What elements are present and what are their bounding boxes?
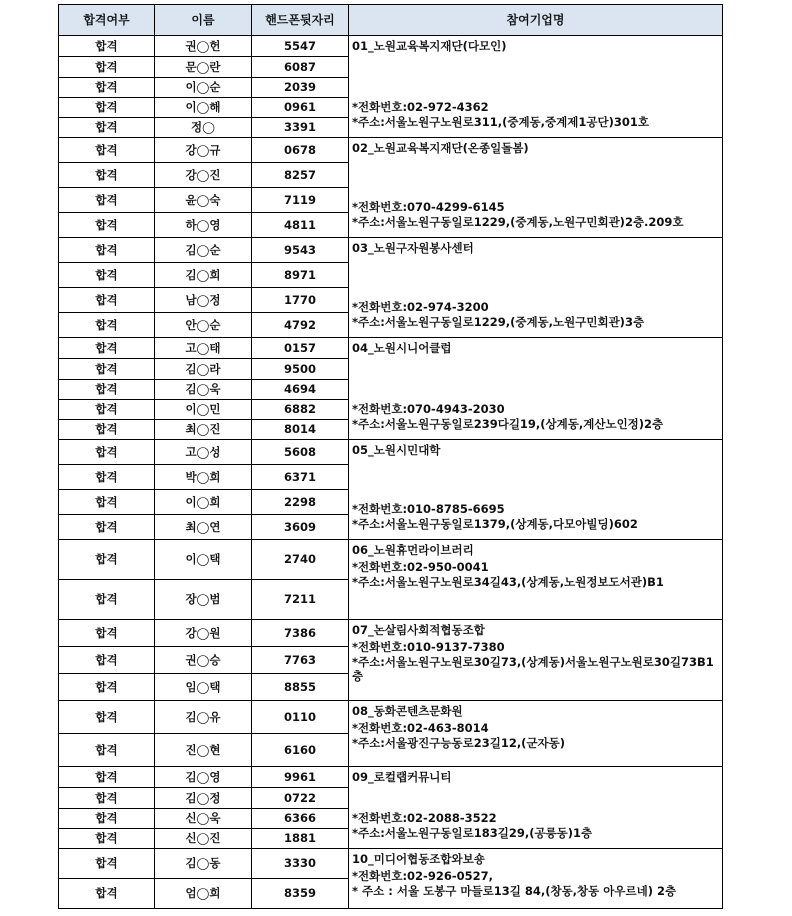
company-phone: *전화번호:02-463-8014: [352, 721, 489, 736]
status-cell: 합격: [59, 238, 155, 263]
phone-digits-cell: 8855: [252, 674, 349, 701]
company-address: *주소:서울노원구노원로34길43,(상계동,노원정보도서관)B1: [352, 574, 664, 589]
company-cell: [349, 440, 723, 540]
name-cell: 김◯희: [155, 263, 252, 288]
company-phone: *전화번호:02-926-0527,: [352, 869, 493, 884]
company-phone: *전화번호:02-972-4362: [352, 100, 489, 115]
phone-digits-cell: 6882: [252, 400, 349, 420]
status-cell: 합격: [59, 400, 155, 420]
status-cell: 합격: [59, 420, 155, 440]
phone-digits-cell: 6366: [252, 809, 349, 829]
table-row: [59, 620, 723, 647]
company-cell: [349, 767, 723, 849]
company-address: *주소:서울노원구동일로239다길19,(상계동,계산노인정)2층: [352, 416, 664, 431]
status-cell: 합격: [59, 734, 155, 767]
company-name: 06_노원휴먼라이브러리: [352, 543, 474, 557]
status-cell: 합격: [59, 138, 155, 163]
company-cell: [349, 849, 723, 909]
company-phone: *전화번호:070-4943-2030: [352, 402, 505, 417]
company-cell: [349, 540, 723, 620]
phone-digits-cell: 7386: [252, 620, 349, 647]
phone-digits-cell: 8359: [252, 879, 349, 909]
table-row: [59, 701, 723, 734]
company-address: *주소:서울노원구동일로1229,(중계동,노원구민회관)3층: [352, 314, 645, 329]
status-cell: 합격: [59, 580, 155, 620]
phone-digits-cell: 0157: [252, 338, 349, 359]
header-status: 합격여부: [59, 5, 155, 36]
phone-digits-cell: 9961: [252, 767, 349, 788]
phone-digits-cell: 7211: [252, 580, 349, 620]
name-cell: 윤◯숙: [155, 188, 252, 213]
phone-digits-cell: 0110: [252, 701, 349, 734]
phone-digits-cell: 7119: [252, 188, 349, 213]
phone-digits-cell: 3330: [252, 849, 349, 879]
company-contact: [352, 640, 719, 683]
status-cell: 합격: [59, 57, 155, 78]
company-cell: [349, 338, 723, 440]
company-contact: [352, 100, 719, 135]
phone-digits-cell: 6160: [252, 734, 349, 767]
company-contact: [352, 721, 719, 750]
name-cell: 강◯원: [155, 620, 252, 647]
name-cell: 최◯진: [155, 420, 252, 440]
company-name: 09_로컬랩커뮤니티: [352, 770, 452, 784]
company-cell: [349, 238, 723, 338]
company-phone: *전화번호:02-2088-3522: [352, 811, 497, 826]
name-cell: 안◯순: [155, 313, 252, 338]
header-phone-digits: 핸드폰뒷자리: [252, 5, 349, 36]
header-company: 참여기업명: [349, 5, 723, 36]
company-phone: *전화번호:02-950-0041: [352, 560, 489, 575]
status-cell: 합격: [59, 849, 155, 879]
status-cell: 합격: [59, 465, 155, 490]
phone-digits-cell: 7763: [252, 647, 349, 674]
table-row: [59, 440, 723, 465]
phone-digits-cell: 0961: [252, 98, 349, 118]
table-row: [59, 36, 723, 57]
status-cell: 합격: [59, 829, 155, 849]
name-cell: 임◯택: [155, 674, 252, 701]
phone-digits-cell: 3609: [252, 515, 349, 540]
name-cell: 김◯라: [155, 359, 252, 380]
status-cell: 합격: [59, 118, 155, 138]
name-cell: 정◯: [155, 118, 252, 138]
phone-digits-cell: 0722: [252, 788, 349, 809]
header-name: 이름: [155, 5, 252, 36]
phone-digits-cell: 9543: [252, 238, 349, 263]
status-cell: 합격: [59, 620, 155, 647]
applicant-table: [58, 4, 723, 909]
name-cell: 남◯정: [155, 288, 252, 313]
name-cell: 이◯민: [155, 400, 252, 420]
phone-digits-cell: 9500: [252, 359, 349, 380]
company-name: 10_미디어협동조합와보숑: [352, 852, 485, 866]
phone-digits-cell: 1770: [252, 288, 349, 313]
company-name: 08_동화콘텐츠문화원: [352, 704, 463, 718]
header-row: [59, 5, 723, 36]
status-cell: 합격: [59, 380, 155, 400]
status-cell: 합격: [59, 313, 155, 338]
name-cell: 김◯순: [155, 238, 252, 263]
status-cell: 합격: [59, 647, 155, 674]
name-cell: 진◯현: [155, 734, 252, 767]
phone-digits-cell: 2298: [252, 490, 349, 515]
status-cell: 합격: [59, 767, 155, 788]
status-cell: 합격: [59, 490, 155, 515]
company-cell: [349, 620, 723, 701]
name-cell: 강◯진: [155, 163, 252, 188]
name-cell: 고◯성: [155, 440, 252, 465]
status-cell: 합격: [59, 338, 155, 359]
company-contact: [352, 811, 719, 846]
company-phone: *전화번호:010-9137-7380: [352, 640, 505, 655]
company-phone: *전화번호:02-974-3200: [352, 300, 489, 315]
phone-digits-cell: 6087: [252, 57, 349, 78]
status-cell: 합격: [59, 36, 155, 57]
company-name: 05_노원시민대학: [352, 443, 441, 457]
company-name: 01_노원교육복지재단(다모인): [352, 39, 507, 53]
table-row: [59, 849, 723, 879]
phone-digits-cell: 0678: [252, 138, 349, 163]
company-phone: *전화번호:010-8785-6695: [352, 502, 505, 517]
status-cell: 합격: [59, 809, 155, 829]
company-cell: [349, 36, 723, 138]
company-cell: [349, 701, 723, 767]
company-name: 02_노원교육복지재단(온종일돌봄): [352, 141, 529, 155]
status-cell: 합격: [59, 359, 155, 380]
status-cell: 합격: [59, 515, 155, 540]
company-name: 07_논살림사회적협동조합: [352, 623, 485, 637]
company-address: *주소:서울노원구동일로183길29,(공릉동)1층: [352, 825, 593, 840]
name-cell: 강◯규: [155, 138, 252, 163]
phone-digits-cell: 5608: [252, 440, 349, 465]
phone-digits-cell: 1881: [252, 829, 349, 849]
company-contact: [352, 869, 719, 898]
name-cell: 권◯헌: [155, 36, 252, 57]
company-contact: [352, 200, 719, 235]
company-contact: [352, 502, 719, 537]
phone-digits-cell: 2740: [252, 540, 349, 580]
name-cell: 신◯욱: [155, 809, 252, 829]
phone-digits-cell: 3391: [252, 118, 349, 138]
company-address: *주소:서울노원구동일로1229,(중계동,노원구민회관)2층.209호: [352, 214, 684, 229]
phone-digits-cell: 8971: [252, 263, 349, 288]
name-cell: 신◯진: [155, 829, 252, 849]
table-row: [59, 138, 723, 163]
status-cell: 합격: [59, 163, 155, 188]
phone-digits-cell: 8014: [252, 420, 349, 440]
name-cell: 박◯희: [155, 465, 252, 490]
status-cell: 합격: [59, 213, 155, 238]
name-cell: 김◯욱: [155, 380, 252, 400]
status-cell: 합격: [59, 188, 155, 213]
name-cell: 장◯범: [155, 580, 252, 620]
phone-digits-cell: 2039: [252, 78, 349, 98]
name-cell: 김◯영: [155, 767, 252, 788]
table-row: [59, 338, 723, 359]
name-cell: 문◯란: [155, 57, 252, 78]
status-cell: 합격: [59, 78, 155, 98]
company-contact: [352, 560, 719, 589]
status-cell: 합격: [59, 540, 155, 580]
table-row: [59, 238, 723, 263]
company-phone: *전화번호:070-4299-6145: [352, 200, 505, 215]
company-contact: [352, 402, 719, 437]
status-cell: 합격: [59, 701, 155, 734]
phone-digits-cell: 8257: [252, 163, 349, 188]
name-cell: 권◯승: [155, 647, 252, 674]
name-cell: 이◯택: [155, 540, 252, 580]
name-cell: 김◯유: [155, 701, 252, 734]
phone-digits-cell: 6371: [252, 465, 349, 490]
company-address: *주소:서울노원구노원로311,(중계동,중계제1공단)301호: [352, 114, 649, 129]
status-cell: 합격: [59, 674, 155, 701]
status-cell: 합격: [59, 440, 155, 465]
status-cell: 합격: [59, 788, 155, 809]
name-cell: 이◯순: [155, 78, 252, 98]
name-cell: 이◯해: [155, 98, 252, 118]
phone-digits-cell: 4694: [252, 380, 349, 400]
phone-digits-cell: 4792: [252, 313, 349, 338]
company-address: *주소:서울광진구능동로23길12,(군자동): [352, 735, 566, 750]
company-contact: [352, 300, 719, 335]
name-cell: 하◯영: [155, 213, 252, 238]
status-cell: 합격: [59, 263, 155, 288]
phone-digits-cell: 5547: [252, 36, 349, 57]
name-cell: 이◯희: [155, 490, 252, 515]
name-cell: 엄◯희: [155, 879, 252, 909]
status-cell: 합격: [59, 288, 155, 313]
company-cell: [349, 138, 723, 238]
table-row: [59, 767, 723, 788]
name-cell: 고◯태: [155, 338, 252, 359]
phone-digits-cell: 4811: [252, 213, 349, 238]
company-address: * 주소 : 서울 도봉구 마들로13길 84,(창동,창동 아우르네) 2층: [352, 883, 677, 898]
company-address: *주소:서울노원구동일로1379,(상계동,다모아빌딩)602: [352, 516, 638, 531]
status-cell: 합격: [59, 879, 155, 909]
company-name: 03_노원구자원봉사센터: [352, 241, 474, 255]
table-body: [59, 36, 723, 909]
name-cell: 김◯정: [155, 788, 252, 809]
status-cell: 합격: [59, 98, 155, 118]
name-cell: 최◯연: [155, 515, 252, 540]
table-row: [59, 540, 723, 580]
company-address: *주소:서울노원구노원로30길73,(상계동)서울노원구노원로30길73B1층: [352, 654, 714, 684]
company-name: 04_노원시니어클럽: [352, 341, 452, 355]
name-cell: 김◯동: [155, 849, 252, 879]
